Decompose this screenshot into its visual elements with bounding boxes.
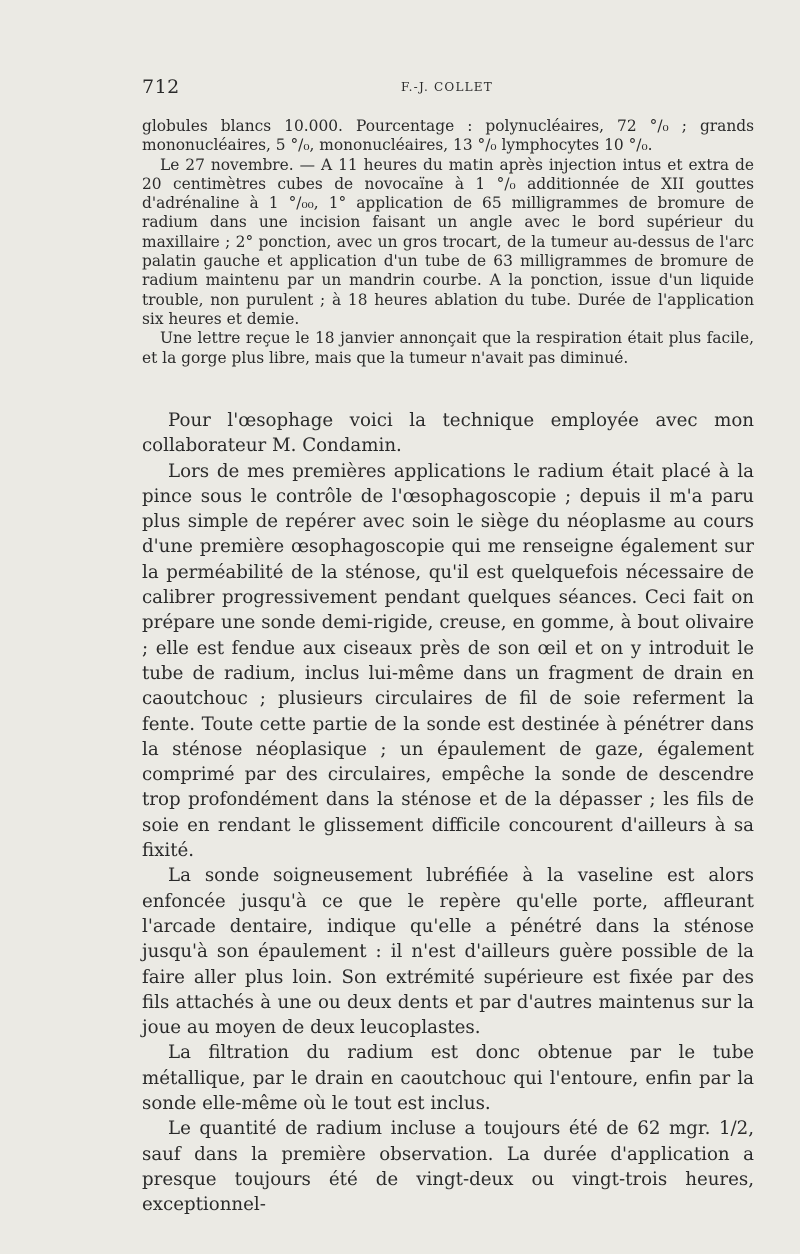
page-header bbox=[142, 76, 752, 100]
body-paragraph: La sonde soigneusement lubréfiée à la vaseline est alors enfoncée jusqu'à ce que le repère qu'elle porte, affleurant l'arcade dentaire, indique qu'elle a pénétré dans la sténose jusqu'à son épaulement : il n'est d'ailleurs guère possible de la faire aller plus loin. Son extrémité supérieure est fixée par des fils attachés à une ou deux dents et par d'autres maintenus sur la joue au moyen de deux leucoplastes. bbox=[142, 865, 754, 1039]
observation-block bbox=[142, 117, 754, 368]
observation-paragraph: Le 27 novembre. — A 11 heures du matin après injection intus et extra de 20 centimètres cubes de novocaïne à 1 °/₀ additionnée de XII gouttes d'adrénaline à 1 °/₀₀, 1° application de 65 milligrammes de bromure de radium dans une incision faisant un angle avec le bord supérieur du maxillaire ; 2° ponction, avec un gros trocart, de la tumeur au-dessus de l'arc palatin gauche et application d'un tube de 63 milligrammes de bromure de radium maintenu par un mandrin courbe. A la ponction, issue d'un liquide trouble, non purulent ; à 18 heures ablation du tube. Durée de l'application six heures et demie. bbox=[142, 155, 754, 328]
body-paragraph: Pour l'œsophage voici la technique employée avec mon collaborateur M. Condamin. bbox=[142, 410, 754, 457]
body-paragraph: Le quantité de radium incluse a toujours été de 62 mgr. 1/2, sauf dans la première observation. La durée d'application a presque toujours été de vingt-deux ou vingt-trois heures, exceptionnel- bbox=[142, 1118, 754, 1216]
page-number: 712 bbox=[142, 76, 180, 98]
running-head: F.-J. COLLET bbox=[401, 80, 493, 94]
observation-paragraph: Une lettre reçue le 18 janvier annonçait que la respiration était plus facile, et la gorge plus libre, mais que la tumeur n'avait pas diminué. bbox=[142, 329, 754, 367]
body-paragraph: Lors de mes premières applications le radium était placé à la pince sous le contrôle de l'œsophagoscopie ; depuis il m'a paru plus simple de repérer avec soin le siège du néoplasme au cours d'une première œsophagoscopie qui me renseigne également sur la perméabilité de la sténose, qu'il est quelquefois nécessaire de calibrer progressivement pendant quelques séances. Ceci fait on prépare une sonde demi-rigide, creuse, en gomme, à bout olivaire ; elle est fendue aux ciseaux près de son œil et on y introduit le tube de radium, inclus lui-même dans un fragment de drain en caoutchouc ; plusieurs circulaires de fil de soie referment la fente. Toute cette partie de la sonde est destinée à pénétrer dans la sténose néoplasique ; un épaulement de gaze, également comprimé par des circulaires, empêche la sonde de descendre trop profondément dans la sténose et de la dépasser ; les fils de soie en rendant le glissement difficile concourent d'ailleurs à sa fixité. bbox=[142, 460, 754, 862]
body-paragraph: La filtration du radium est donc obtenue par le tube métallique, par le drain en caoutchouc qui l'entoure, enfin par la sonde elle-même où le tout est inclus. bbox=[142, 1042, 754, 1115]
main-text bbox=[142, 408, 754, 1218]
observation-paragraph: globules blancs 10.000. Pourcentage : polynucléaires, 72 °/₀ ; grands mononucléaires, 5 °/₀, mononucléaires, 13 °/₀ lymphocytes 10 °/₀. bbox=[142, 117, 754, 155]
